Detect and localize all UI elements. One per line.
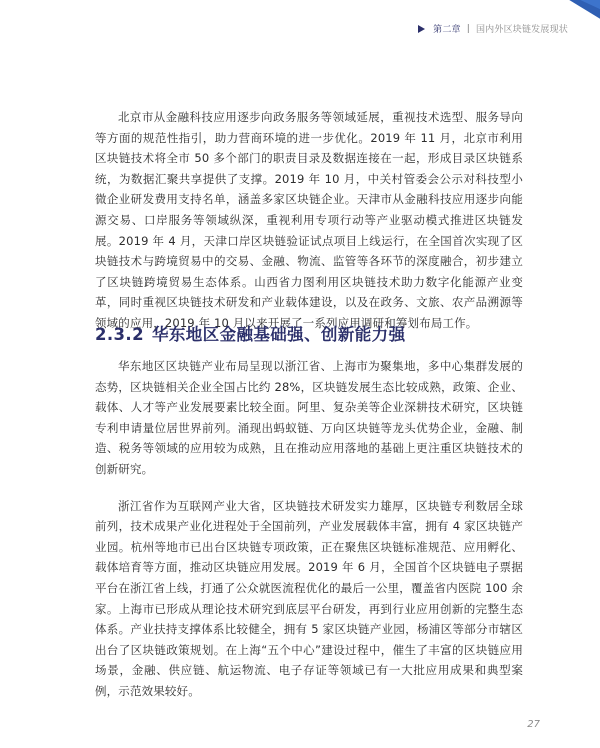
page-number: 27 — [527, 719, 540, 730]
body-text-bottom — [95, 356, 523, 702]
chapter-label: 第二章 — [433, 25, 461, 35]
section-title: 华东地区金融基础强、创新能力强 — [151, 325, 406, 344]
running-header — [418, 22, 568, 35]
paragraph: 华东地区区块链产业布局呈现以浙江省、上海市为聚集地，多中心集群发展的态势，区块链相关企业全国占比约 28%，区块链发展生态比较成熟，政策、企业、载体、人才等产业发展要素比较全面。阿里、复杂美等企业深耕技术研究，区块链专利申请量位居世界前列。涌现出蚂蚁链、万向区块链等龙头优势企业，金融、制造、税务等领域的应用较为成熟，且在推动应用落地的基础上更注重区块链技术的创新研究。 — [95, 359, 523, 476]
paragraph-spacer — [95, 480, 523, 496]
paragraph: 浙江省作为互联网产业大省，区块链技术研发实力雄厚，区块链专利数居全球前列，技术成果产业化进程处于全国前列，产业发展载体丰富，拥有 4 家区块链产业园。杭州等地市已出台区块链专项政策，正在聚焦区块链标准规范、应用孵化、载体培育等方面，推动区块链应用发展。2019 年 6 月，全国首个区块链电子票据平台在浙江省上线，打通了公众就医流程优化的最后一公里，覆盖省内医院 100 余家。上海市已形成从理论技术研究到底层平台研发，再到行业应用创新的完整生态体系。产业扶持支撑体系比较健全，拥有 5 家区块链产业园，杨浦区等部分市辖区出台了区块链政策规划。在上海“五个中心”建设过程中，催生了丰富的区块链应用场景，金融、供应链、航运物流、电子存证等领域已有一大批应用成果和典型案例，示范效果较好。 — [95, 498, 523, 698]
section-number: 2.3.2 — [95, 325, 144, 344]
chapter-title: 国内外区块链发展现状 — [475, 25, 568, 35]
corner-ribbon-icon — [556, 0, 600, 22]
body-text-top — [95, 107, 523, 334]
header-separator: | — [466, 23, 470, 34]
paragraph: 北京市从金融科技应用逐步向政务服务等领域延展，重视技术选型、服务导向等方面的规范性指引，助力营商环境的进一步优化。2019 年 11 月，北京市利用区块链技术将全市 50 多个部门的职责目录及数据连接在一起，形成目录区块链系统，为数据汇聚共享提供了支撑。2019 年 10 月，中关村管委会公示对科技型小微企业研发费用支持名单，涵盖多家区块链企业。天津市从金融科技应用逐步向能源交易、口岸服务等领域纵深，重视利用专项行动等产业驱动模式推进区块链发展。2019 年 4 月，天津口岸区块链验证试点项目上线运行，在全国首次实现了区块链技术与跨境贸易中的交易、金融、物流、监管等各环节的深度融合，初步建立了区块链跨境贸易生态体系。山西省力图利用区块链技术助力数字化能源产业变革，同时重视区块链技术研发和产业载体建设，以及在政务、文旅、农产品溯源等领域的应用，2019 年 10 月以来开展了一系列应用调研和筹划布局工作。 — [95, 110, 523, 330]
play-triangle-icon — [418, 25, 425, 33]
section-heading — [95, 324, 405, 346]
